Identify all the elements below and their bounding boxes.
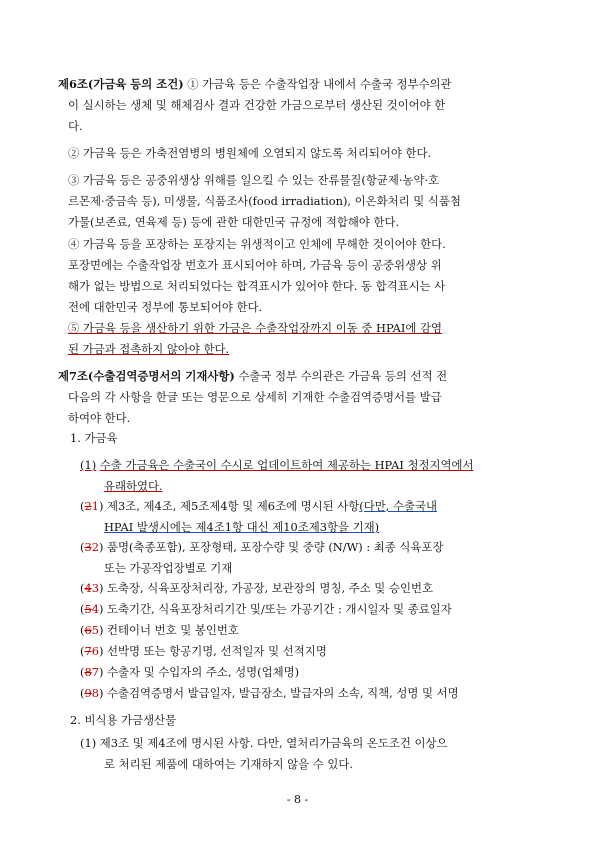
item-5-text: 도축기간, 식육포장처리기간 및/또는 가공기간 : 개시일자 및 종료일자 <box>107 602 452 616</box>
section-1-title: 1. 가금육 <box>70 431 118 445</box>
article-6-para-4-line-4: 전에 대한민국 정부에 통보되어야 한다. <box>68 300 263 314</box>
article-6-para-5 <box>68 318 442 360</box>
article-6-para-1-line-1: ① 가금육 등은 수출작업장 내에서 수출국 정부수의관 <box>187 77 452 91</box>
item-3-old-number: 3 <box>84 540 92 554</box>
item-7-new-number: 6 <box>91 644 99 658</box>
article-7-heading: 제7조(수출검역증명서의 기재사항) <box>58 369 235 383</box>
section-2-item-1-text-line-2: 로 처리된 제품에 대하여는 기재하지 않을 수 있다. <box>104 757 354 771</box>
page-number: - 8 - <box>286 793 309 806</box>
article-6-para-4 <box>68 234 446 318</box>
section-2-title: 2. 비식용 가금생산물 <box>70 713 177 727</box>
item-4-old-number: 4 <box>84 581 92 595</box>
article-6 <box>58 74 451 137</box>
article-6-para-2: ② 가금육 등은 가축전염병의 병원체에 오염되지 않도록 처리되어야 한다. <box>68 146 432 160</box>
section-2-item-1-text-line-1: 제3조 및 제4조에 명시된 사항. 다만, 열처리가금육의 온도조건 이상으 <box>99 736 448 750</box>
item-8-old-number: 8 <box>84 665 92 679</box>
item-1-text-line-2: 유래하였다. <box>104 479 163 493</box>
item-5-new-number: 4 <box>91 602 99 616</box>
item-2-new-number: 1 <box>91 499 99 513</box>
list-item-1 <box>80 455 474 497</box>
item-4-new-number: 3 <box>91 581 99 595</box>
article-6-para-3-line-2: 르몬제·중금속 등), 미생물, 식품조사(food irradiation), 이온화처리 및 식품첨 <box>68 194 461 208</box>
item-9-old-number: 9 <box>84 686 92 700</box>
item-6-new-number: 5 <box>91 623 99 637</box>
list-item-6: (65) 컨테이너 번호 및 봉인번호 <box>80 623 239 637</box>
article-6-heading: 제6조(가금육 등의 조건) <box>58 77 184 91</box>
item-5-old-number: 5 <box>84 602 92 616</box>
article-6-para-5-line-2: 된 가금과 접촉하지 않아야 한다. <box>68 342 230 356</box>
list-item-7: (76) 선박명 또는 항공기명, 선적일자 및 선적지명 <box>80 644 327 658</box>
item-3-new-number: 2 <box>91 540 99 554</box>
article-7-intro-line-2: 다음의 각 사항을 한글 또는 영문으로 상세히 기재한 수출검역증명서를 발급 <box>68 390 442 404</box>
item-4-text: 도축장, 식육포장처리장, 가공장, 보관장의 명칭, 주소 및 승인번호 <box>107 581 433 595</box>
item-1-text-line-1: 수출 가금육은 수출국이 수시로 업데이트하여 제공하는 HPAI 청정지역에서 <box>99 458 474 472</box>
item-2-text: 제3조, 제4조, 제5조제4항 및 제6조에 명시된 사항 <box>107 499 360 513</box>
list-item-2: (21) 제3조, 제4조, 제5조제4항 및 제6조에 명시된 사항(다만, 수출국내 HPAI 발생시에는 제4조1항 대신 제10조제3항을 기재) <box>80 499 438 534</box>
item-3-text-line-2: 또는 가공작업장별로 기재 <box>104 561 233 575</box>
article-6-para-1-line-2: 이 실시하는 생체 및 해체검사 결과 건강한 가금으로부터 생산된 것이어야 한 <box>68 98 446 112</box>
item-6-text: 컨테이너 번호 및 봉인번호 <box>107 623 239 637</box>
item-8-new-number: 7 <box>91 665 99 679</box>
article-7-intro-line-3: 하여야 한다. <box>68 411 131 425</box>
item-2-added-text-line-2: HPAI 발생시에는 제4조1항 대신 제10조제3항을 기재) <box>104 520 380 534</box>
article-7-intro-line-1: 수출국 정부 수의관은 가금육 등의 선적 전 <box>238 369 448 383</box>
list-item-8: (87) 수출자 및 수입자의 주소, 성명(업체명) <box>80 665 300 679</box>
article-6-para-3-line-3: 가물(보존료, 연육제 등) 등에 관한 대한민국 규정에 적합해야 한다. <box>68 215 400 229</box>
list-item-5: (54) 도축기간, 식육포장처리기간 및/또는 가공기간 : 개시일자 및 종료일자 <box>80 602 452 616</box>
list-item-3: (32) 품명(축종포함), 포장형태, 포장수량 및 중량 (N/W) : 최종 식육포장 또는 가공작업장별로 기재 <box>80 537 443 579</box>
item-1-number: (1) <box>80 458 97 472</box>
list-item-9: (98) 수출검역증명서 발급일자, 발급장소, 발급자의 소속, 직책, 성명 및 서명 <box>80 686 459 700</box>
section-2-item-1-number: (1) <box>80 736 97 750</box>
item-7-text: 선박명 또는 항공기명, 선적일자 및 선적지명 <box>107 644 327 658</box>
article-6-para-1-line-3: 다. <box>68 119 83 133</box>
article-7 <box>58 366 447 429</box>
item-2-old-number: 2 <box>84 499 92 513</box>
item-6-old-number: 6 <box>84 623 92 637</box>
item-2-added-text: (다만, 수출국내 <box>359 499 438 513</box>
item-3-text-line-1: 품명(축종포함), 포장형태, 포장수량 및 중량 (N/W) : 최종 식육포장 <box>107 540 444 554</box>
section-2-item-1 <box>80 733 448 775</box>
article-6-para-5-line-1: ⑤ 가금육 등을 생산하기 위한 가금은 수출작업장까지 이동 중 HPAI에 감염 <box>68 321 442 335</box>
article-6-para-3-line-1: ③ 가금육 등은 공중위생상 위해를 일으킬 수 있는 잔류물질(항균제·농약·호 <box>68 173 440 187</box>
list-item-4: (43) 도축장, 식육포장처리장, 가공장, 보관장의 명칭, 주소 및 승인번호 <box>80 581 433 595</box>
article-6-para-3 <box>68 170 461 233</box>
article-6-para-4-line-2: 포장면에는 수출작업장 번호가 표시되어야 하며, 가금육 등이 공중위생상 위 <box>68 258 442 272</box>
article-6-para-4-line-1: ④ 가금육 등을 포장하는 포장지는 위생적이고 인체에 무해한 것이어야 한다. <box>68 237 446 251</box>
article-6-para-4-line-3: 해가 없는 방법으로 처리되었다는 합격표시가 있어야 한다. 동 합격표시는 사 <box>68 279 446 293</box>
item-9-text: 수출검역증명서 발급일자, 발급장소, 발급자의 소속, 직책, 성명 및 서명 <box>107 686 459 700</box>
item-7-old-number: 7 <box>84 644 92 658</box>
item-9-new-number: 8 <box>91 686 99 700</box>
item-8-text: 수출자 및 수입자의 주소, 성명(업체명) <box>107 665 300 679</box>
